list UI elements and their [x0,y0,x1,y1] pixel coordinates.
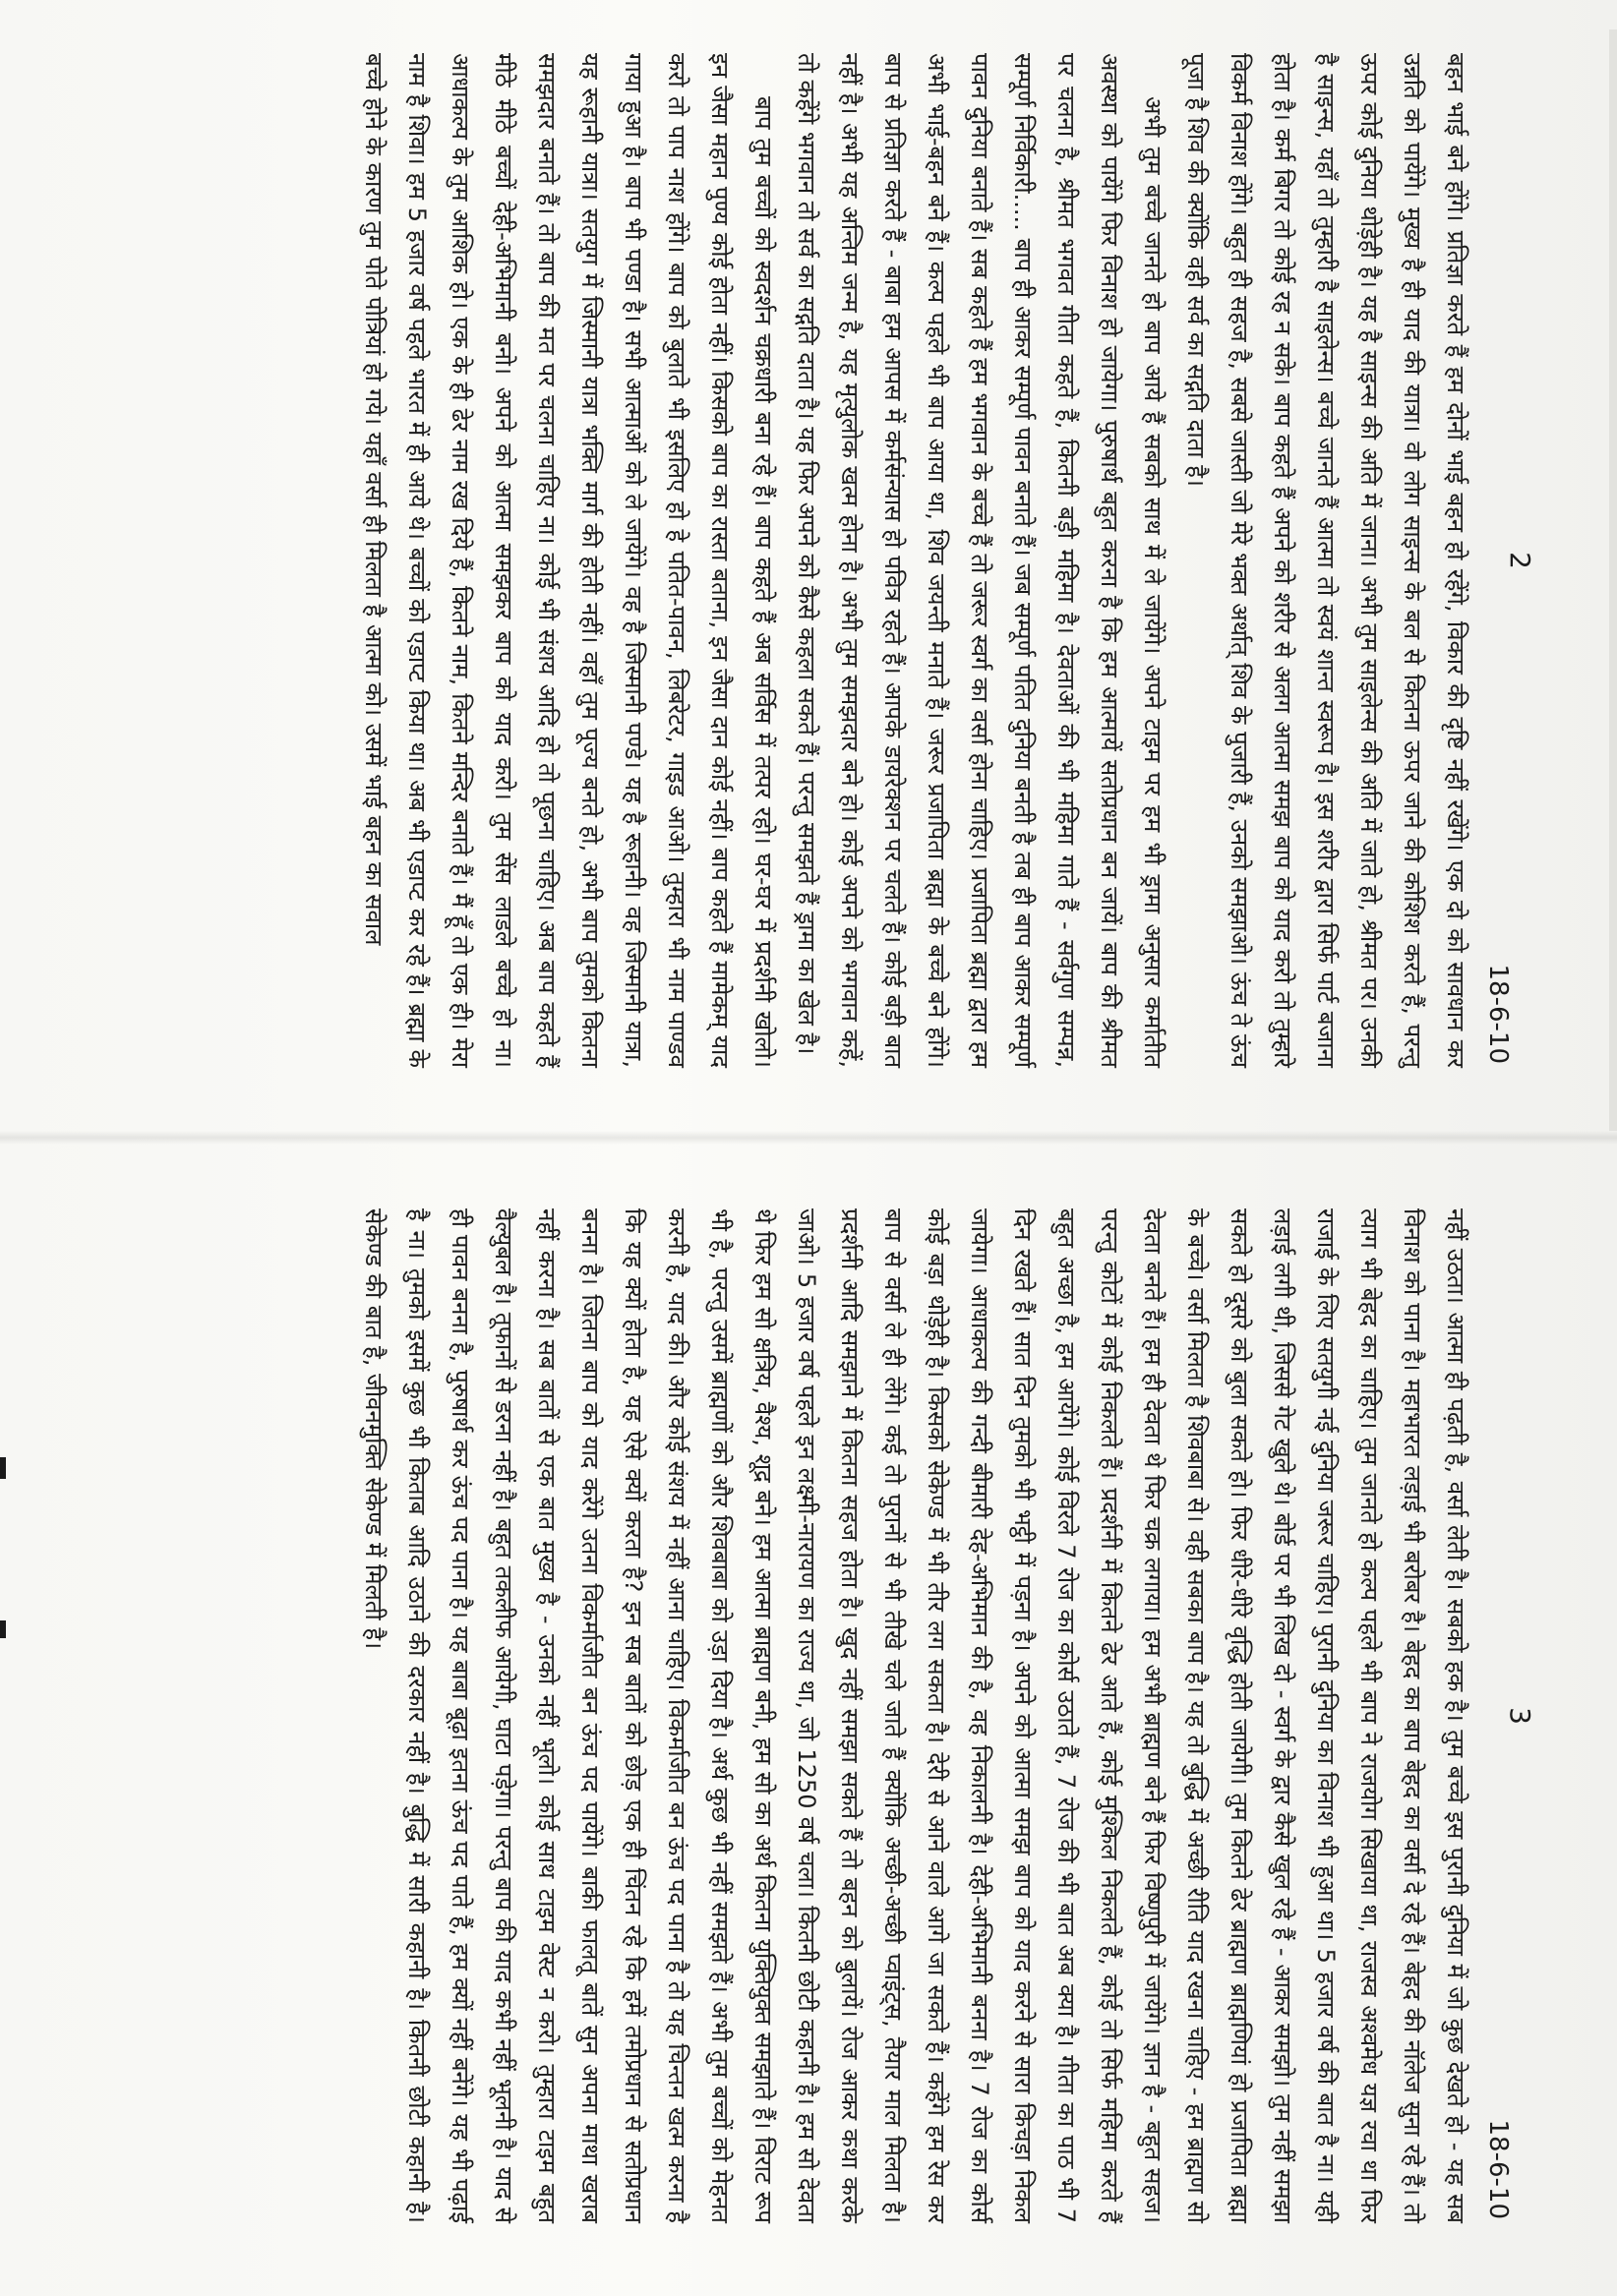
page-date: 18-6-10 [1483,964,1513,1064]
scan-edge-mark [0,1620,6,1638]
page-fold [0,1131,1617,1145]
paragraph: बाप तुम बच्चों को स्वदर्शन चक्रधारी बना रहे हैं। बाप कहते हैं अब सर्विस में तत्पर रहो। घर-घर में प्रदर्शनी खोलो। इन जैसा महान पुण्य कोई होता नहीं। किसको बाप का रास्ता बताना, इन जैसा दान कोई नहीं। बाप कहते हैं मामेकम् याद करो तो पाप नाश होंगे। बाप को बुलाते भी इसलिए हो हे पतित-पावन, लिबरेटर, गाइड आओ। तुम्हारा भी नाम पाण्डव गाया हुआ है। बाप भी पण्डा है। सभी आत्माओं को ले जायेंगे। वह है जिस्मानी पण्डे। यह है रूहानी। वह जिस्मानी यात्रा, यह रूहानी यात्रा। सतयुग में जिस्मानी यात्रा भक्ति मार्ग की होती नहीं। वहाँ तुम पूज्य बनते हो, अभी बाप तुमको कितना समझदार बनाते हैं। तो बाप की मत पर चलना चाहिए ना। कोई भी संशय आदि हो तो पूछना चाहिए। अब बाप कहते हैं मीठे मीठे बच्चों देही-अभिमानी बनो। अपने को आत्मा समझकर बाप को याद करो। तुम सेंस लाडले बच्चे हो ना। आधाकल्प के तुम आशिक हो। एक के ही ढेर नाम रख दिये हैं, कितने नाम, कितने मन्दिर बनाते हैं। मैं हूँ तो एक ही। मेरा नाम है शिवा। हम 5 हजार वर्ष पहले भारत में ही आये थे। बच्चों को एडाप्ट किया था। अब भी एडाप्ट कर रहे हैं। ब्रह्मा के बच्चे होने के कारण तुम पोते पोत्रियां हो गये। यहाँ वर्सा ही मिलता है आत्मा को। उसमें भाई बहन का सवाल [360,53,777,1068]
page-2-panel [118,39,1544,1082]
scan-edge-shadow [1609,29,1617,1131]
page-body [352,53,1477,1068]
page-number: 2 [1504,552,1536,569]
paragraph: नहीं उठता। आत्मा ही पढ़ती है, वर्सा लेती है। सबको हक है। तुम बच्चे इस पुरानी दुनिया में जो कुछ देखते हो - यह सब विनाश को पाना है। महाभारत लड़ाई भी बरोबर है। बेहद का बाप बेहद का वर्सा दे रहे हैं। बेहद की नॉलेज सुना रहे हैं। तो त्याग भी बेहद का चाहिए। तुम जानते हो कल्प पहले भी बाप ने राजयोग सिखाया था, राजस्व अश्वमेध यज्ञ रचा था फिर राजाई के लिए सतयुगी नई दुनिया जरूर चाहिए। पुरानी दुनिया का विनाश भी हुआ था। 5 हजार वर्ष की बात है ना। यही लड़ाई लगी थी, जिससे गेट खुले थे। बोर्ड पर भी लिख दो - स्वर्ग के द्वार कैसे खुल रहे हैं - आकर समझो। तुम नहीं समझा सकते हो दूसरे को बुला सकते हो। फिर धीरे-धीरे वृद्धि होती जायेगी। तुम कितने ढेर ब्राह्मण ब्राह्मणियां हो प्रजापिता ब्रह्मा के बच्चे। वर्सा मिलता है शिवबाबा से। वही सबका बाप है। यह तो बुद्धि में अच्छी रीति याद रखना चाहिए - हम ब्राह्मण सो देवता बनते हैं। हम ही देवता थे फिर चक्र लगाया। हम अभी ब्राह्मण बने हैं फिर विष्णुपुरी में जायेंगे। ज्ञान है - बहुत सहज। परन्तु कोटों में कोई निकलते हैं। प्रदर्शनी में कितने ढेर आते हैं, कोई मुश्किल निकलते हैं, कोई तो सिर्फ महिमा करते हैं बहुत अच्छा है, हम आयेंगे। कोई विरले 7 रोज का कोर्स उठाते हैं, 7 रोज की भी बात अब क्या है। गीता का पाठ भी 7 दिन रखते हैं। सात दिन तुमको भी भट्ठी में पड़ना है। अपने को आत्मा समझ बाप को याद करने से सारा किचड़ा निकल जायेगा। आधाकल्प की गन्दी बीमारी देह-अभिमान की है, वह निकालनी है। देही-अभिमानी बनना है। 7 रोज का कोर्स कोई बड़ा थोड़ेही है। किसको सेकेण्ड में भी तीर लग सकता है। देरी से आने वाले आगे जा सकते हैं। कहेंगे हम रेस कर बाप से वर्सा ले ही लेंगे। कई तो पुरानों से भी तीखे चले जाते हैं क्योंकि अच्छी-अच्छी प्वाइंट्स, तैयार माल मिलता है। प्रदर्शनी आदि समझाने में कितना सहज होता है। खुद नहीं समझा सकते हैं तो बहन को बुलायें। रोज आकर कथा करके जाओ। 5 हजार वर्ष पहले इन लक्ष्मी-नारायण का राज्य था, जो 1250 वर्ष चला। कितनी छोटी कहानी है। हम सो देवता थे फिर हम सो क्षत्रिय, वैश्य, शूद्र बने। हम आत्मा ब्राह्मण बनी, हम सो का अर्थ कितना युक्तियुक्त समझाते हैं। विराट रूप भी है, परन्तु उसमें ब्राह्मणों को और शिवबाबा को उड़ा दिया है। अर्थ कुछ भी नहीं समझते हैं। अभी तुम बच्चों को मेहनत करनी है, याद की। और कोई संशय में नहीं आना चाहिए। विकर्माजीत बन ऊंच पद पाना है तो यह चिन्तन खत्म करना है कि यह क्यों होता है, यह ऐसे क्यों करता है? इन सब बातों को छोड़ एक ही चिंतन रहे कि हमें तमोप्रधान से सतोप्रधान बनना है। जितना बाप को याद करेंगे उतना विकर्माजीत बन ऊंच पद पायेंगे। बाकी फालतू बातें सुन अपना माथा खराब नहीं करना है। सब बातों से एक बात मुख्य है - उनको नहीं भूलो। कोई साथ टाइम वेस्ट न करो। तुम्हारा टाइम बहुत वैल्युबल है। तूफानों से डरना नहीं है। बहुत तकलीफ आयेगी, घाटा पड़ेगा। परन्तु बाप की याद कभी नहीं भूलनी है। याद से ही पावन बनना है, पुरुषार्थ कर ऊंच पद पाना है। यह बाबा बूढ़ा इतना ऊंच पद पाते हैं, हम क्यों नहीं बनेंगे। यह भी पढ़ाई है ना। तुमको इसमें कुछ भी किताब आदि उठाने की दरकार नहीं है। बुद्धि में सारी कहानी है। कितनी छोटी कहानी है। सेकेण्ड की बात है, जीवनमुक्ति सेकेण्ड में मिलती है। [360,1208,1469,2223]
page-date: 18-6-10 [1483,2119,1513,2219]
scan-edge-mark [0,1457,6,1479]
page-body [352,1208,1477,2223]
page-number: 3 [1504,1707,1536,1725]
paragraph: अभी तुम बच्चे जानते हो बाप आये हैं सबको साथ में ले जायेंगे। अपने टाइम पर हम भी ड्रामा अनुसार कर्मातीत अवस्था को पायेंगे फिर विनाश हो जायेगा। पुरुषार्थ बहुत करना है कि हम आत्मायें सतोप्रधान बन जायें। बाप की श्रीमत पर चलना है, श्रीमत भगवत गीता कहते हैं, कितनी बड़ी महिमा है। देवताओं की भी महिमा गाते हैं - सर्वगुण सम्पन्न, सम्पूर्ण निर्विकारी..... बाप ही आकर सम्पूर्ण पावन बनाते हैं। जब सम्पूर्ण पतित दुनिया बनती है तब ही बाप आकर सम्पूर्ण पावन दुनिया बनाते हैं। सब कहते हैं हम भगवान के बच्चे हैं तो जरूर स्वर्ग का वर्सा होना चाहिए। प्रजापिता ब्रह्मा द्वारा हम अभी भाई-बहन बने हैं। कल्प पहले भी बाप आया था, शिव जयन्ती मनाते हैं। जरूर प्रजापिता ब्रह्मा के बच्चे बने होंगे। बाप से प्रतिज्ञा करते हैं - बाबा हम आपस में कर्मसंन्यास हो पवित्र रहते हैं। आपके डायरेक्शन पर चलते हैं। कोई बड़ी बात नहीं है। अभी यह अन्तिम जन्म है, यह मृत्युलोक खत्म होना है। अभी तुम समझदार बने हो। कोई अपने को भगवान कहें, तो कहेंगे भगवान तो सर्व का सद्गति दाता है। यह फिर अपने को कैसे कहला सकते हैं। परन्तु समझते हैं ड्रामा का खेल है। [793,53,1167,1068]
page-3-panel [118,1195,1544,2237]
paragraph: बहन भाई बने होंगे। प्रतिज्ञा करते हैं हम दोनों भाई बहन हो रहेंगे, विकार की दृष्टि नहीं रखेंगे। एक दो को सावधान कर उन्नति को पायेंगे। मुख्य है ही याद की यात्रा। वो लोग साइन्स के बल से कितना ऊपर जाने की कोशिश करते हैं, परन्तु ऊपर कोई दुनिया थोड़ेही है। यह है साइन्स की अति में जाना। अभी तुम साइलेन्स की अति में जाते हो, श्रीमत पर। उनकी है साइन्स, यहाँ तो तुम्हारी है साइलेन्स। बच्चे जानते हैं आत्मा तो स्वयं शान्त स्वरूप है। इस शरीर द्वारा सिर्फ पार्ट बजाना होता है। कर्म बिगर तो कोई रह न सके। बाप कहते हैं अपने को शरीर से अलग आत्मा समझ बाप को याद करो तो तुम्हारे विकर्म विनाश होंगे। बहुत ही सहज है, सबसे जास्ती जो मेरे भक्त अर्थात् शिव के पुजारी हैं, उनको समझाओ। ऊंच ते ऊंच पूजा है शिव की क्योंकि वही सर्व का सद्गति दाता है। [1182,53,1469,1068]
